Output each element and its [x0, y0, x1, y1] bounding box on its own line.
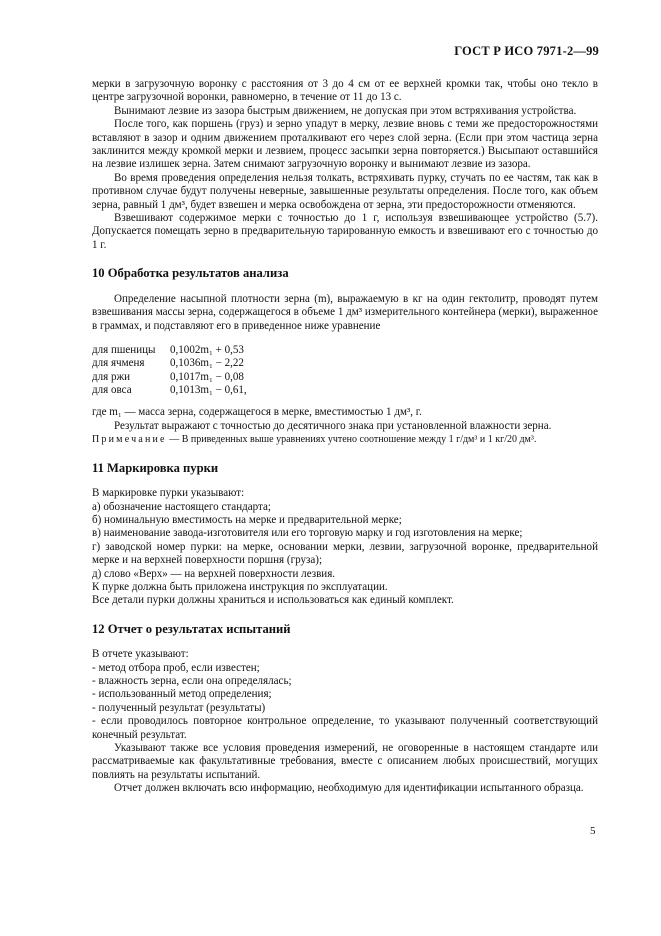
- paragraph: Все детали пурки должны храниться и использоваться как единый комплект.: [92, 594, 454, 607]
- list-item: - полученный результат (результаты): [92, 701, 266, 714]
- paragraph: Отчет должен включать всю информацию, необходимую для идентификации испытанного образца.: [114, 782, 584, 795]
- formula-label: для ржи: [92, 370, 131, 383]
- paragraph: В маркировке пурки указывают:: [92, 487, 245, 500]
- formula-expression: 0,1017m₁ − 0,08: [170, 370, 244, 383]
- list-item: - метод отбора проб, если известен;: [92, 661, 260, 674]
- note: [92, 433, 598, 446]
- formula-label: для овса: [92, 384, 132, 397]
- paragraph: Результат выражают с точностью до десятичного знака при установленной влажности зерна.: [114, 419, 552, 432]
- list-item: д) слово «Верх» — на верхней поверхности лезвия.: [92, 567, 336, 580]
- formula-label: для пшеницы: [92, 343, 156, 356]
- formula-row: [92, 384, 598, 397]
- paragraph: После того, как поршень (груз) и зерно упадут в мерку, лезвие вновь с теми же предосторожностями вставляют в зазор и одним движением проталкивают его через слой зерна. (Если при этом частица зерна заклинится между кромкой мерки и лезвием, процесс засыпки зерна повторяется.) Высыпают оставшийся на лезвие излишек зерна. Затем снимают загрузочную воронку и вынимают лезвие из зазора.: [92, 118, 598, 171]
- paragraph: К пурке должна быть приложена инструкция по эксплуатации.: [92, 580, 388, 593]
- note-text: — В приведенных выше уравнениях учтено соотношение между 1 г/дм³ и 1 кг/20 дм³.: [166, 434, 537, 446]
- list-item: б) номинальную вместимость на мерке и предварительной мерке;: [92, 513, 402, 526]
- page-number: 5: [590, 825, 596, 837]
- list-item: г) заводской номер пурки: на мерке, основании мерки, лезвии, загрузочной воронке, предварительной мерке и на верхней поверхности поршня (груза);: [92, 540, 598, 567]
- formula-list: [92, 344, 598, 398]
- formula-row: [92, 344, 598, 357]
- document-header: ГОСТ Р ИСО 7971-2—99: [454, 44, 599, 58]
- section-heading-11: 11 Маркировка пурки: [92, 460, 219, 475]
- formula-expression: 0,1002m₁ + 0,53: [170, 343, 244, 356]
- paragraph: Определение насыпной плотности зерна (m), выражаемую в кг на один гектолитр, проводят путем взвешивания массы зерна, содержащегося в объеме 1 дм³ измерительного контейнера (мерки), выраженное в граммах, и подставляют его в приведенное ниже уравнение: [92, 292, 598, 332]
- formula-row: [92, 357, 598, 370]
- list-item: - если проводилось повторное контрольное определение, то указывают полученный соответствующий конечный результат.: [92, 715, 598, 741]
- formula-expression: 0,1036m₁ − 2,22: [170, 357, 244, 370]
- paragraph: Взвешивают содержимое мерки с точностью до 1 г, используя взвешивающее устройство (5.7). Допускается помещать зерно в предварительную тарированную емкость и взвешивают его с точностью до 1 г.: [92, 212, 598, 251]
- note-label: Примечание: [92, 434, 167, 446]
- formula-row: [92, 371, 598, 384]
- paragraph: Вынимают лезвие из зазора быстрым движением, не допуская при этом встряхивания устройства.: [114, 104, 577, 117]
- formula-expression: 0,1013m₁ − 0,61,: [170, 384, 247, 397]
- paragraph: Во время проведения определения нельзя толкать, встряхивать пурку, стучать по ее частям, так как в противном случае будут получены неверные, завышенные результаты определения. После того, как объем зерна, равный 1 дм³, будет взвешен и мерка освобождена от зерна, эти предосторожности отменяются.: [92, 171, 598, 211]
- page-content: [92, 78, 598, 796]
- list-item: - влажность зерна, если она определялась;: [92, 674, 292, 687]
- list-item: в) наименование завода-изготовителя или его торговую марку и год изготовления на мерке;: [92, 527, 523, 540]
- section-heading-12: 12 Отчет о результатах испытаний: [92, 621, 291, 636]
- section-heading-10: 10 Обработка результатов анализа: [92, 266, 289, 281]
- paragraph: В отчете указывают:: [92, 648, 189, 661]
- formula-label: для ячменя: [92, 357, 145, 370]
- list-item: - использованный метод определения;: [92, 688, 272, 701]
- paragraph: мерки в загрузочную воронку с расстояния от 3 до 4 см от ее верхней кромки так, чтобы оно текло в центре загрузочной воронки, равномерно, в течение от 11 до 13 с.: [92, 78, 598, 104]
- list-item: а) обозначение настоящего стандарта;: [92, 500, 271, 513]
- paragraph: Указывают также все условия проведения измерений, не оговоренные в настоящем стандарте или рассматриваемые как факультативные требования, вместе с описанием любых происшествий, могущих повлиять на результаты испытаний.: [92, 742, 598, 781]
- paragraph: где m₁ — масса зерна, содержащегося в мерке, вместимостью 1 дм³, г.: [92, 406, 422, 419]
